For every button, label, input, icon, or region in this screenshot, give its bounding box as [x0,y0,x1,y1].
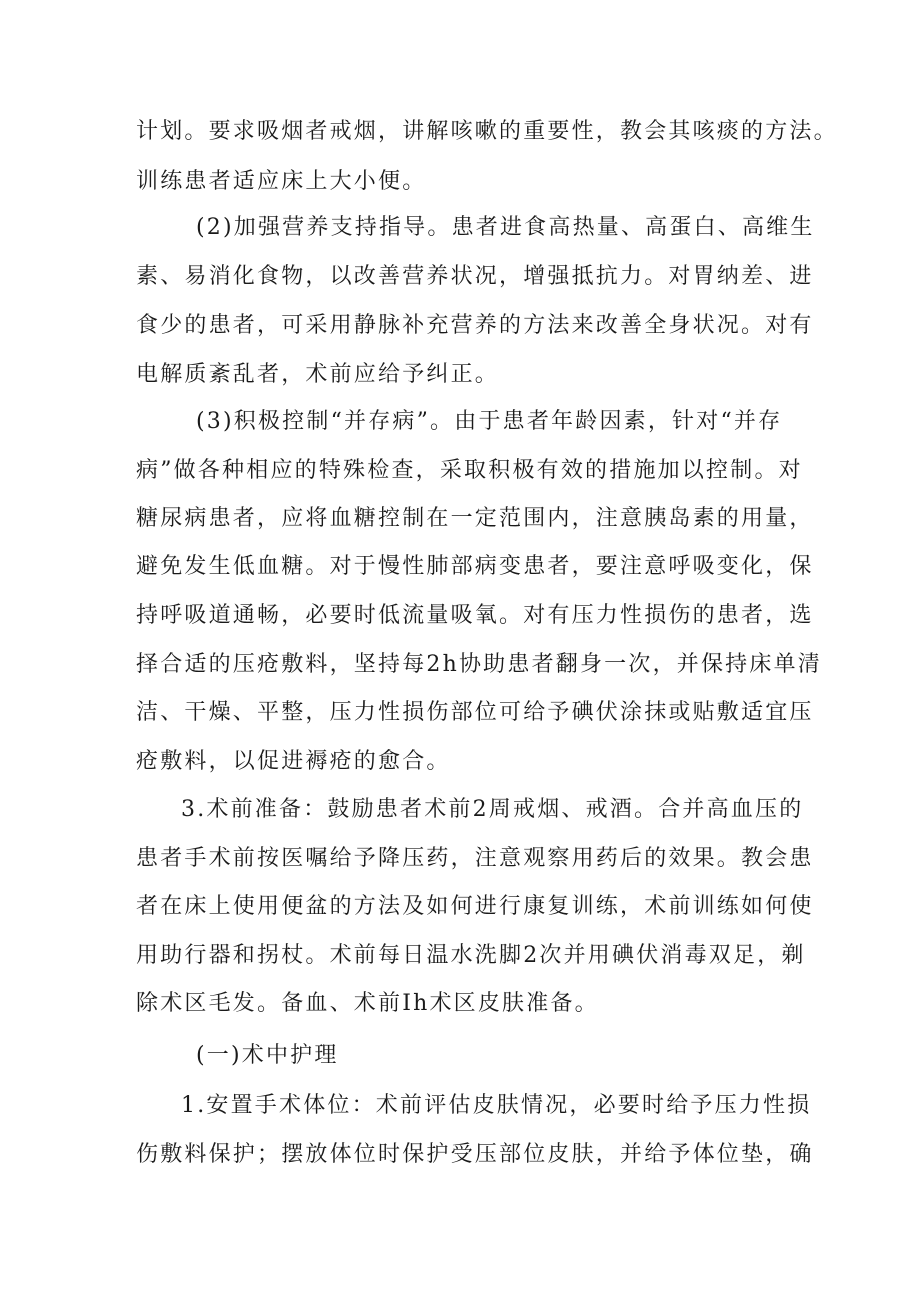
text-line: 病”做各种相应的特殊检查，采取积极有效的措施加以控制。对 [136,458,803,483]
text-line: 洁、干燥、平整，压力性损伤部位可给予碘伏涂抹或贴敷适宜压 [136,700,814,725]
text-line: (2)加强营养支持指导。患者进食高热量、高蛋白、高维生 [196,215,815,240]
text-line: 伤敷料保护；摆放体位时保护受压部位皮肤，并给予体位垫，确 [136,1142,814,1167]
text-line: 1.安置手术体位：术前评估皮肤情况，必要时给予压力性损 [181,1093,812,1118]
text-line: 持呼吸道通畅，必要时低流量吸氧。对有压力性损伤的患者，选 [136,603,814,628]
text-line: 用助行器和拐杖。术前每日温水洗脚2次并用碘伏消毒双足，剃 [136,943,806,968]
text-line: 食少的患者，可采用静脉补充营养的方法来改善全身状况。对有 [136,313,814,338]
text-line: 糖尿病患者，应将血糖控制在一定范围内，注意胰岛素的用量， [136,506,814,531]
text-line: 择合适的压疮敷料，坚持每2h协助患者翻身一次，并保持床单清 [136,652,822,677]
text-line: 计划。要求吸烟者戒烟，讲解咳嗽的重要性，教会其咳痰的方法。 [136,119,838,144]
text-line: 电解质紊乱者，术前应给予纠正。 [136,362,500,387]
text-line: 素、易消化食物，以改善营养状况，增强抵抗力。对胃纳差、进 [136,264,814,289]
text-line: 3.术前准备：鼓励患者术前2周戒烟、戒酒。合并高血压的 [181,797,804,822]
text-line: 者在床上使用便盆的方法及如何进行康复训练，术前训练如何使 [136,894,814,919]
text-line: 避免发生低血糖。对于慢性肺部病变患者，要注意呼吸变化，保 [136,554,814,579]
text-line: (3)积极控制“并存病”。由于患者年龄因素，针对“并存 [196,409,783,434]
text-line: 疮敷料，以促进褥疮的愈合。 [136,749,451,774]
section-heading: (一)术中护理 [196,1043,339,1068]
text-line: 训练患者适应床上大小便。 [136,169,427,194]
text-line: 除术区毛发。备血、术前Ih术区皮肤准备。 [136,991,599,1016]
text-line: 患者手术前按医嘱给予降压药，注意观察用药后的效果。教会患 [136,846,814,871]
